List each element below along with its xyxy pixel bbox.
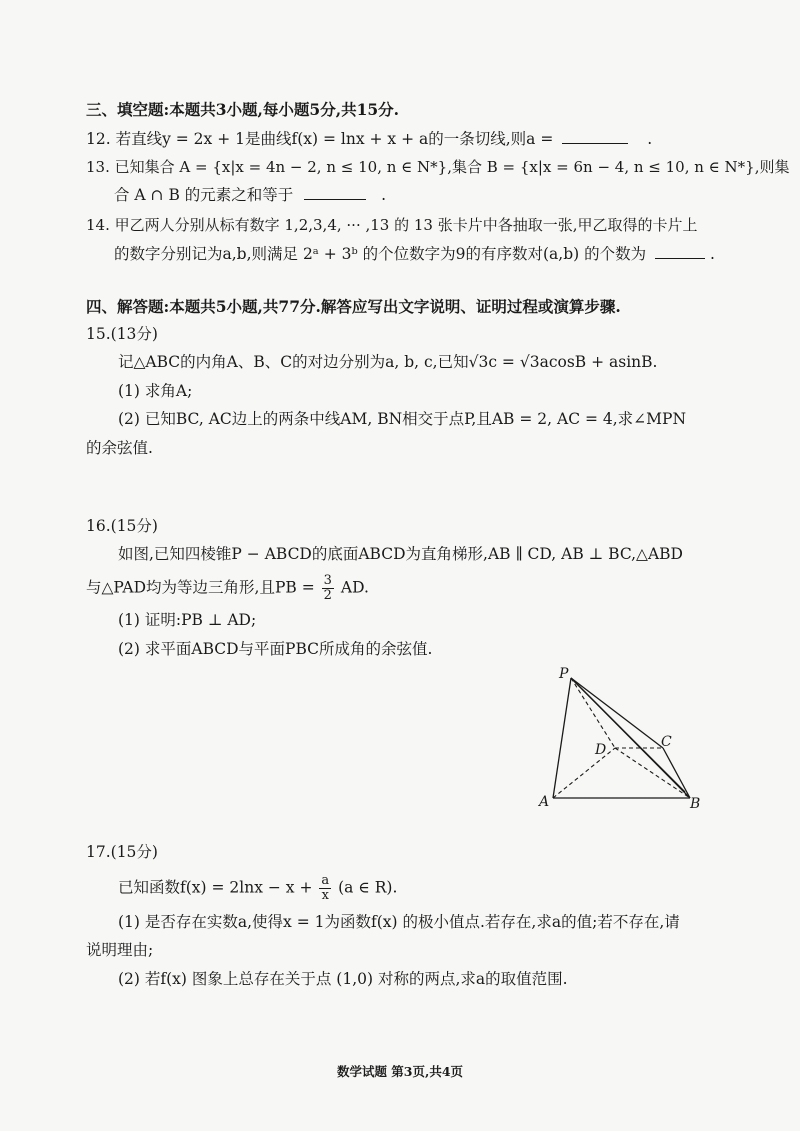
q16-fraction	[322, 574, 334, 603]
label-P: P	[559, 666, 569, 682]
q17-stem-pre: 已知函数f(x) = 2lnx − x +	[118, 878, 313, 897]
q17-title: 17.(15分)	[86, 843, 158, 861]
q14-end: .	[709, 245, 715, 263]
label-B: B	[690, 796, 701, 812]
section4-heading: 四、解答题:本题共5小题,共77分.解答应写出文字说明、证明过程或演算步骤.	[86, 297, 621, 316]
question-12	[86, 129, 652, 149]
edge-PD-hidden	[571, 678, 615, 748]
q15-part1: (1) 求角A;	[118, 382, 193, 400]
q14-answer-blank[interactable]	[655, 244, 705, 259]
page-footer: 数学试题 第3页,共4页	[336, 1064, 464, 1079]
q16-part1: (1) 证明:PB ⊥ AD;	[118, 611, 257, 629]
q16-frac-den: 2	[323, 588, 332, 603]
q16-frac-num: 3	[323, 573, 332, 588]
question-14-line1: 14. 甲乙两人分别从标有数字 1,2,3,4, ··· ,13 的 13 张卡片中各抽取一张,甲乙取得的卡片上	[86, 216, 698, 234]
edge-CB	[663, 748, 690, 798]
q16-stem-line1: 如图,已知四棱锥P − ABCD的底面ABCD为直角梯形,AB ∥ CD, AB ⊥ BC,△ABD	[118, 545, 683, 563]
q17-part1-line2: 说明理由;	[86, 941, 154, 959]
q15-part2-line1: (2) 已知BC, AC边上的两条中线AM, BN相交于点P,且AB = 2, AC = 4,求∠MPN	[118, 410, 687, 428]
q17-frac-num: a	[321, 873, 330, 888]
edge-DB-hidden	[615, 748, 690, 798]
q12-text: 12. 若直线y = 2x + 1是曲线f(x) = lnx + x + a的一条切线,则a =	[86, 130, 554, 148]
section3-heading: 三、填空题:本题共3小题,每小题5分,共15分.	[86, 100, 400, 119]
q17-frac-den: x	[321, 888, 329, 903]
question-13-line1: 13. 已知集合 A = {x|x = 4n − 2, n ≤ 10, n ∈ N*},集合 B = {x|x = 6n − 4, n ≤ 10, n ∈ N*},则集	[86, 158, 790, 176]
q13-end: .	[381, 186, 387, 204]
pyramid-figure	[535, 662, 715, 812]
q16-stem-line2	[86, 574, 369, 603]
q17-stem	[118, 874, 397, 903]
q12-end: .	[647, 130, 653, 148]
q16-part2: (2) 求平面ABCD与平面PBC所成角的余弦值.	[118, 640, 433, 658]
edge-PC	[571, 678, 663, 748]
q17-part2: (2) 若f(x) 图象上总存在关于点 (1,0) 对称的两点,求a的取值范围.	[118, 970, 568, 988]
q16-line2-pre: 与△PAD均为等边三角形,且PB =	[86, 578, 315, 597]
q17-stem-post: (a ∈ R).	[338, 878, 398, 897]
q17-fraction	[319, 874, 331, 903]
q16-title: 16.(15分)	[86, 517, 158, 535]
label-C: C	[661, 734, 672, 750]
q13-text: 合 A ∩ B 的元素之和等于	[114, 186, 294, 204]
q15-stem: 记△ABC的内角A、B、C的对边分别为a, b, c,已知√3c = √3acosB + asinB.	[118, 353, 658, 371]
q12-answer-blank[interactable]	[562, 129, 628, 144]
q13-answer-blank[interactable]	[304, 185, 366, 200]
label-A: A	[539, 794, 550, 810]
edge-PA	[553, 678, 571, 798]
q15-part2-line2: 的余弦值.	[86, 439, 153, 457]
question-14-line2	[114, 244, 715, 264]
question-13-line2	[114, 185, 386, 205]
q17-part1-line1: (1) 是否存在实数a,使得x = 1为函数f(x) 的极小值点.若存在,求a的值;若不存在,请	[118, 913, 680, 931]
q15-title: 15.(13分)	[86, 325, 158, 343]
label-D: D	[595, 742, 607, 758]
q16-line2-post: AD.	[340, 578, 369, 597]
q14-text: 的数字分别记为a,b,则满足 2ᵃ + 3ᵇ 的个位数字为9的有序数对(a,b) 的个数为	[114, 245, 647, 263]
